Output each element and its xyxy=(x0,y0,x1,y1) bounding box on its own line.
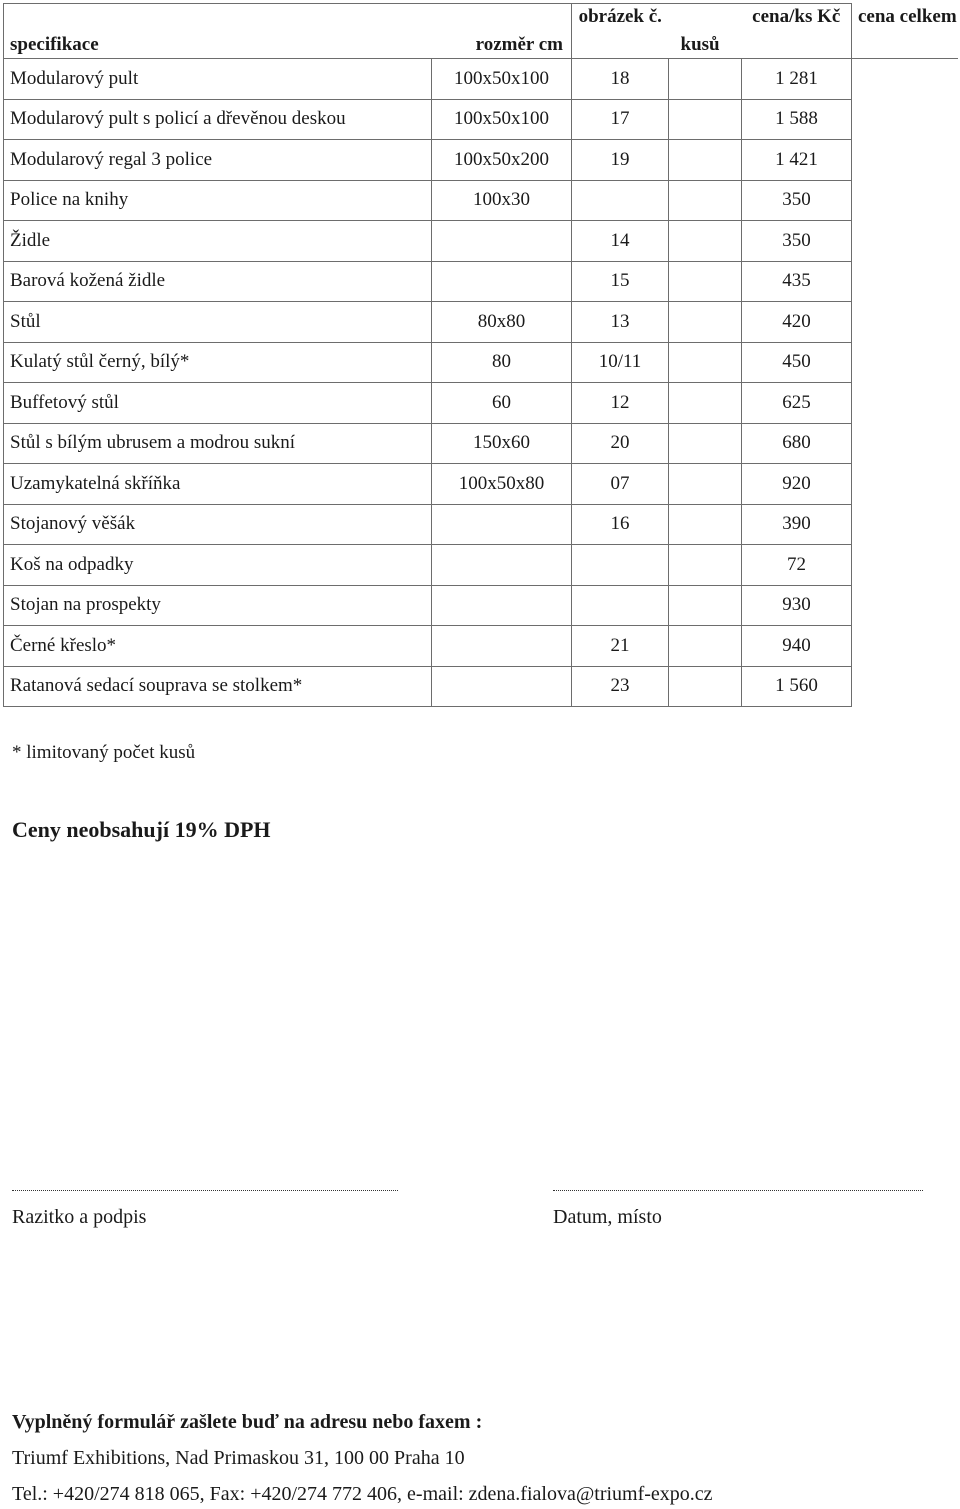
cell-size xyxy=(432,261,572,302)
date-place-label: Datum, místo xyxy=(553,1206,662,1228)
cell-specification: Buffetový stůl xyxy=(4,383,432,424)
stamp-signature-label: Razitko a podpis xyxy=(12,1206,147,1228)
cell-unit-price: 930 xyxy=(742,585,852,626)
price-table xyxy=(3,3,958,707)
table-row xyxy=(4,423,958,464)
cell-image-no: 16 xyxy=(572,504,669,545)
cell-unit-price: 680 xyxy=(742,423,852,464)
cell-specification: Ratanová sedací souprava se stolkem* xyxy=(4,666,432,707)
date-place-line[interactable] xyxy=(553,1190,923,1191)
cell-image-no: 20 xyxy=(572,423,669,464)
cell-specification: Židle xyxy=(4,221,432,262)
cell-total-price[interactable] xyxy=(852,342,958,383)
cell-quantity[interactable] xyxy=(669,545,742,586)
cell-size: 80x80 xyxy=(432,302,572,343)
cell-total-price[interactable] xyxy=(852,545,958,586)
cell-total-price[interactable] xyxy=(852,666,958,707)
stamp-signature-line[interactable] xyxy=(12,1190,398,1191)
cell-unit-price: 1 588 xyxy=(742,99,852,140)
header-image-no: obrázek č. xyxy=(572,4,669,59)
cell-unit-price: 390 xyxy=(742,504,852,545)
header-total-price: cena celkem xyxy=(852,4,958,59)
cell-size xyxy=(432,545,572,586)
cell-size xyxy=(432,666,572,707)
cell-unit-price: 940 xyxy=(742,626,852,667)
cell-size: 150x60 xyxy=(432,423,572,464)
cell-image-no xyxy=(572,585,669,626)
cell-quantity[interactable] xyxy=(669,99,742,140)
cell-total-price[interactable] xyxy=(852,383,958,424)
cell-image-no: 23 xyxy=(572,666,669,707)
cell-specification: Černé křeslo* xyxy=(4,626,432,667)
cell-unit-price: 72 xyxy=(742,545,852,586)
cell-image-no: 13 xyxy=(572,302,669,343)
cell-size: 60 xyxy=(432,383,572,424)
cell-size: 100x50x100 xyxy=(432,59,572,100)
table-row xyxy=(4,302,958,343)
footer-address: Triumf Exhibitions, Nad Primaskou 31, 100 00 Praha 10 xyxy=(12,1447,465,1469)
cell-unit-price: 450 xyxy=(742,342,852,383)
cell-quantity[interactable] xyxy=(669,504,742,545)
cell-quantity[interactable] xyxy=(669,423,742,464)
cell-total-price[interactable] xyxy=(852,626,958,667)
cell-total-price[interactable] xyxy=(852,423,958,464)
cell-image-no: 15 xyxy=(572,261,669,302)
cell-size: 100x50x100 xyxy=(432,99,572,140)
cell-unit-price: 920 xyxy=(742,464,852,505)
cell-quantity[interactable] xyxy=(669,302,742,343)
cell-image-no: 17 xyxy=(572,99,669,140)
cell-unit-price: 420 xyxy=(742,302,852,343)
cell-size xyxy=(432,221,572,262)
cell-quantity[interactable] xyxy=(669,140,742,181)
cell-total-price[interactable] xyxy=(852,464,958,505)
cell-quantity[interactable] xyxy=(669,221,742,262)
cell-quantity[interactable] xyxy=(669,626,742,667)
table-row xyxy=(4,59,958,100)
cell-total-price[interactable] xyxy=(852,504,958,545)
cell-image-no: 10/11 xyxy=(572,342,669,383)
header-unit-price: cena/ks Kč xyxy=(742,4,852,59)
cell-specification: Koš na odpadky xyxy=(4,545,432,586)
cell-size: 100x50x200 xyxy=(432,140,572,181)
table-row xyxy=(4,180,958,221)
cell-unit-price: 625 xyxy=(742,383,852,424)
cell-size: 100x30 xyxy=(432,180,572,221)
cell-total-price[interactable] xyxy=(852,221,958,262)
table-row xyxy=(4,545,958,586)
cell-quantity[interactable] xyxy=(669,585,742,626)
cell-size xyxy=(432,504,572,545)
cell-image-no: 12 xyxy=(572,383,669,424)
limited-quantity-note: * limitovaný počet kusů xyxy=(12,742,196,763)
header-quantity: kusů xyxy=(669,4,742,59)
cell-total-price[interactable] xyxy=(852,302,958,343)
cell-image-no: 19 xyxy=(572,140,669,181)
cell-quantity[interactable] xyxy=(669,261,742,302)
cell-total-price[interactable] xyxy=(852,180,958,221)
cell-total-price[interactable] xyxy=(852,261,958,302)
cell-quantity[interactable] xyxy=(669,180,742,221)
table-header-row xyxy=(4,4,958,59)
cell-image-no xyxy=(572,180,669,221)
cell-quantity[interactable] xyxy=(669,464,742,505)
cell-size: 100x50x80 xyxy=(432,464,572,505)
cell-specification: Barová kožená židle xyxy=(4,261,432,302)
table-row xyxy=(4,342,958,383)
cell-specification: Modularový pult s policí a dřevěnou deskou xyxy=(4,99,432,140)
cell-specification: Modularový regal 3 police xyxy=(4,140,432,181)
table-row xyxy=(4,221,958,262)
vat-note: Ceny neobsahují 19% DPH xyxy=(12,817,271,842)
header-specification: specifikace xyxy=(4,4,432,59)
cell-specification: Stůl s bílým ubrusem a modrou sukní xyxy=(4,423,432,464)
cell-total-price[interactable] xyxy=(852,140,958,181)
cell-unit-price: 1 421 xyxy=(742,140,852,181)
table-row xyxy=(4,666,958,707)
table-row xyxy=(4,464,958,505)
cell-size: 80 xyxy=(432,342,572,383)
cell-total-price[interactable] xyxy=(852,99,958,140)
cell-quantity[interactable] xyxy=(669,383,742,424)
cell-image-no: 14 xyxy=(572,221,669,262)
footer-contact: Tel.: +420/274 818 065, Fax: +420/274 772 406, e-mail: zdena.fialova@triumf-expo.cz xyxy=(12,1483,713,1505)
cell-specification: Stojanový věšák xyxy=(4,504,432,545)
cell-total-price[interactable] xyxy=(852,585,958,626)
cell-specification: Stůl xyxy=(4,302,432,343)
table-row xyxy=(4,383,958,424)
footer-heading: Vyplněný formulář zašlete buď na adresu nebo faxem : xyxy=(12,1411,483,1433)
cell-image-no: 07 xyxy=(572,464,669,505)
cell-specification: Kulatý stůl černý, bílý* xyxy=(4,342,432,383)
cell-size xyxy=(432,626,572,667)
cell-total-price[interactable] xyxy=(852,59,958,100)
table-row xyxy=(4,626,958,667)
cell-specification: Modularový pult xyxy=(4,59,432,100)
cell-unit-price: 435 xyxy=(742,261,852,302)
cell-specification: Uzamykatelná skříňka xyxy=(4,464,432,505)
cell-quantity[interactable] xyxy=(669,666,742,707)
cell-specification: Police na knihy xyxy=(4,180,432,221)
table-row xyxy=(4,99,958,140)
table-row xyxy=(4,261,958,302)
cell-image-no: 18 xyxy=(572,59,669,100)
table-row xyxy=(4,504,958,545)
cell-size xyxy=(432,585,572,626)
cell-image-no: 21 xyxy=(572,626,669,667)
header-size: rozměr cm xyxy=(432,4,572,59)
cell-image-no xyxy=(572,545,669,586)
cell-unit-price: 350 xyxy=(742,221,852,262)
cell-specification: Stojan na prospekty xyxy=(4,585,432,626)
cell-quantity[interactable] xyxy=(669,59,742,100)
cell-unit-price: 350 xyxy=(742,180,852,221)
cell-unit-price: 1 560 xyxy=(742,666,852,707)
cell-quantity[interactable] xyxy=(669,342,742,383)
table-row xyxy=(4,585,958,626)
table-row xyxy=(4,140,958,181)
cell-unit-price: 1 281 xyxy=(742,59,852,100)
